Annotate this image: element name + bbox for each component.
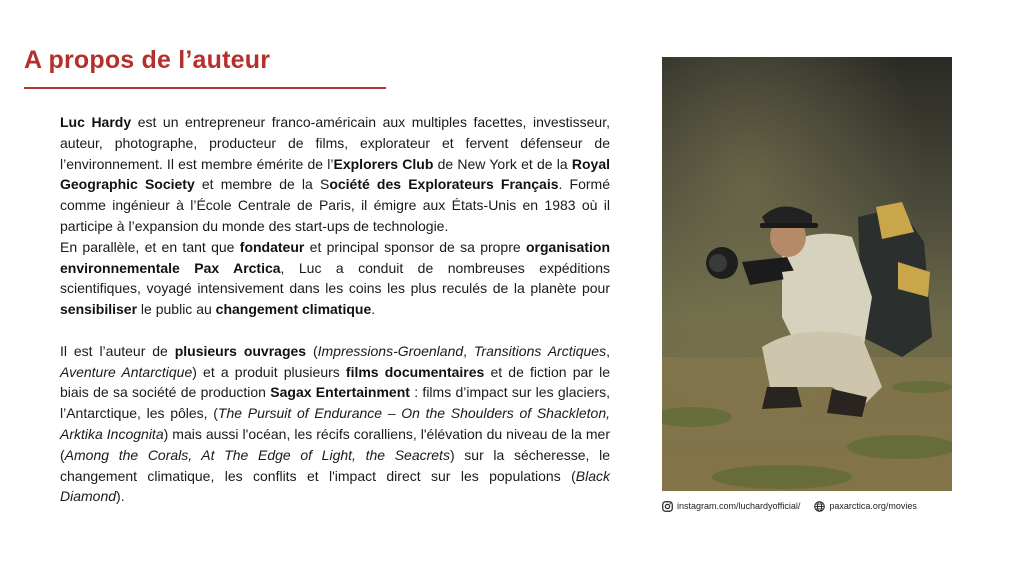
text-span: ( xyxy=(306,342,318,359)
text-span: ) mais aussi l'océan, les récifs coralliens, l'élévation du niveau de la mer ( xyxy=(60,425,611,463)
plusieurs-ouvrages: plusieurs ouvrages xyxy=(174,342,307,359)
text-span: , Luc a conduit de nombreuses expéditions scientifiques, voyagé intensivement dans les coins les plus reculés de la planète pour xyxy=(60,259,610,297)
text-span: : films d’impact sur les glaciers, l’Antarctique, les pôles, ( xyxy=(60,384,610,422)
changement-climatique: changement climatique xyxy=(215,301,372,318)
website-link[interactable] xyxy=(814,501,917,512)
film-titles: Among the Corals, At The Edge of Light, the Seacrets xyxy=(64,446,450,463)
text-span: ) sur la sécheresse, le changement climatique, les conflits et l'impact direct sur les populations ( xyxy=(60,446,610,484)
royal-geographic-society: Royal Geographic Society xyxy=(60,155,610,193)
social-links xyxy=(662,498,962,514)
text-span: de New York et de la xyxy=(433,155,572,172)
pax-arctica: organisation environnementale Pax Arctica xyxy=(60,238,610,276)
text-span: . xyxy=(371,301,376,318)
title-underline xyxy=(24,87,386,89)
book-title: Transitions Arctiques xyxy=(473,342,607,359)
book-title: Impressions-Groenland xyxy=(317,342,464,359)
text-span: le public au xyxy=(137,301,216,318)
author-bio xyxy=(60,112,610,507)
text-span: ) et a produit plusieurs xyxy=(192,363,346,380)
sagax-entertainment: Sagax Entertainment xyxy=(270,384,410,401)
text-span: est un entrepreneur franco-américain aux multiples facettes, investisseur, auteur, photographe, producteur de films, explorateur et fervent défenseur de l’environnement. Il est membre émérite de l’ xyxy=(60,114,611,172)
sensibiliser: sensibiliser xyxy=(60,301,138,318)
globe-icon xyxy=(814,501,825,512)
text-span: et principal sponsor de sa propre xyxy=(304,238,526,255)
text-span: et membre de la S xyxy=(194,176,330,193)
page-title: A propos de l’auteur xyxy=(24,46,271,74)
book-title: Aventure Antarctique xyxy=(60,363,193,380)
bio-paragraph-1 xyxy=(60,112,610,237)
instagram-link[interactable] xyxy=(662,501,800,512)
text-span: et de fiction par le biais de sa société de production xyxy=(60,363,610,401)
text-span: En parallèle, et en tant que xyxy=(60,238,240,255)
text-span: , xyxy=(606,342,610,359)
instagram-url[interactable]: instagram.com/luchardyofficial/ xyxy=(677,501,801,511)
explorers-club: Explorers Club xyxy=(333,155,434,172)
bio-paragraph-3 xyxy=(60,341,610,507)
text-span: . Formé comme ingénieur à l’École Centrale de Paris, il émigre aux États-Unis en 1983 où il participe à l’expansion du monde des start-ups de technologie. xyxy=(60,176,610,234)
societe-explorateurs: ociété des Explorateurs Français xyxy=(329,176,559,193)
film-title: Black Diamond xyxy=(60,467,610,505)
text-span: , xyxy=(463,342,474,359)
author-photo xyxy=(662,57,952,491)
website-url[interactable]: paxarctica.org/movies xyxy=(829,501,917,511)
text-span: Il est l’auteur de xyxy=(60,342,175,359)
text-span: ). xyxy=(116,488,125,505)
instagram-icon xyxy=(662,501,673,512)
fondateur: fondateur xyxy=(239,238,305,255)
film-titles: The Pursuit of Endurance – On the Shoulders of Shackleton, Arktika Incognita xyxy=(60,405,610,442)
bio-paragraph-2 xyxy=(60,237,610,320)
films-documentaires: films documentaires xyxy=(345,363,485,380)
author-name: Luc Hardy xyxy=(60,114,132,130)
